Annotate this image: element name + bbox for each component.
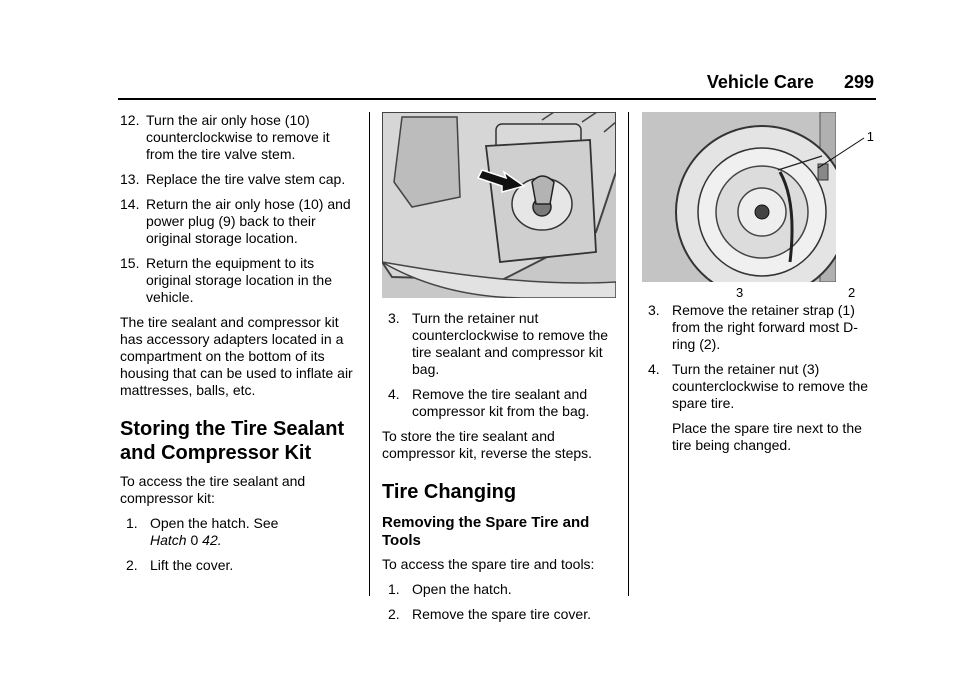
- figure-spare-tire: [642, 112, 836, 282]
- xref-name[interactable]: Hatch: [150, 532, 187, 548]
- subsection-heading: Removing the Spare Tire and Tools: [382, 514, 590, 549]
- paragraph: To store the tire sealant and compressor kit, reverse the steps.: [382, 428, 593, 461]
- column-left: [120, 112, 358, 582]
- list-item: [120, 557, 358, 574]
- page-header: [707, 72, 874, 93]
- list-number: 1.: [126, 515, 138, 531]
- step-text: Turn the retainer nut counterclockwise to remove the tire sealant and compressor kit bag.: [412, 310, 609, 377]
- spare-tire-illustration: [642, 112, 836, 282]
- cross-reference[interactable]: [150, 532, 222, 548]
- step-number: 15.: [120, 255, 140, 271]
- column-right: [642, 112, 878, 462]
- step-text: Turn the retainer nut (3) counterclockwise to remove the spare tire.: [672, 361, 869, 411]
- step-item: [120, 171, 358, 188]
- list-item: [382, 581, 618, 598]
- column-middle: [382, 112, 618, 631]
- callout-label: 3: [736, 285, 744, 300]
- step-text: Remove the retainer strap (1) from the right forward most D-ring (2).: [672, 302, 858, 352]
- step-number: 4.: [388, 386, 400, 402]
- figure-spare-tire-wrapper: [642, 112, 876, 282]
- step-item: [382, 386, 618, 420]
- step-item: [120, 196, 358, 247]
- step-number: 14.: [120, 196, 140, 212]
- list-text: [150, 515, 358, 549]
- step-text: Return the air only hose (10) and power plug (9) back to their original storage location.: [146, 196, 351, 246]
- section-heading: Tire Changing: [382, 481, 517, 503]
- compressor-storage-illustration: [382, 112, 616, 298]
- list-text: Open the hatch.: [412, 581, 512, 597]
- step-number: 3.: [388, 310, 400, 326]
- paragraph: The tire sealant and compressor kit has accessory adapters located in a compartment on the bottom of its housing that can be used to inflate air mattresses, balls, etc.: [120, 314, 353, 398]
- list-text-lead: Open the hatch. See: [150, 515, 279, 531]
- header-title: Vehicle Care: [706, 72, 814, 92]
- step-number: 13.: [120, 171, 140, 187]
- intro-text: To access the spare tire and tools:: [382, 556, 595, 572]
- paragraph: Place the spare tire next to the tire being changed.: [672, 420, 862, 453]
- step-item: [120, 112, 358, 163]
- list-item: [120, 515, 358, 549]
- xref-page[interactable]: 42.: [202, 532, 222, 548]
- column-divider: [369, 112, 370, 596]
- list-item: [382, 606, 618, 623]
- step-item: [642, 302, 878, 353]
- list-number: 1.: [388, 581, 400, 597]
- list-number: 2.: [388, 606, 400, 622]
- intro-text: To access the tire sealant and compressor kit:: [120, 473, 306, 506]
- list-text: Remove the spare tire cover.: [412, 606, 591, 622]
- step-item: [120, 255, 358, 306]
- section-heading: Storing the Tire Sealant and Compressor Kit: [120, 418, 345, 464]
- callout-label: 1: [866, 129, 874, 144]
- step-text: Replace the tire valve stem cap.: [146, 171, 346, 187]
- step-item: [642, 361, 878, 412]
- step-text: Turn the air only hose (10) counterclockwise to remove it from the tire valve stem.: [146, 112, 330, 162]
- figure-compressor-storage: [382, 112, 616, 298]
- list-number: 2.: [126, 557, 138, 573]
- callout-leader-lines: [812, 132, 872, 192]
- column-divider: [628, 112, 629, 596]
- page-number: 299: [843, 72, 874, 92]
- list-text: Lift the cover.: [150, 557, 234, 573]
- step-item: [382, 310, 618, 378]
- step-number: 12.: [120, 112, 140, 128]
- header-rule: [118, 98, 876, 100]
- step-text: Return the equipment to its original storage location in the vehicle.: [146, 255, 333, 305]
- figure-callouts: [642, 282, 876, 302]
- step-number: 3.: [648, 302, 660, 318]
- step-text: Remove the tire sealant and compressor kit from the bag.: [412, 386, 590, 419]
- callout-label: 2: [848, 285, 856, 300]
- xref-symbol: 0: [190, 532, 199, 548]
- step-number: 4.: [648, 361, 660, 377]
